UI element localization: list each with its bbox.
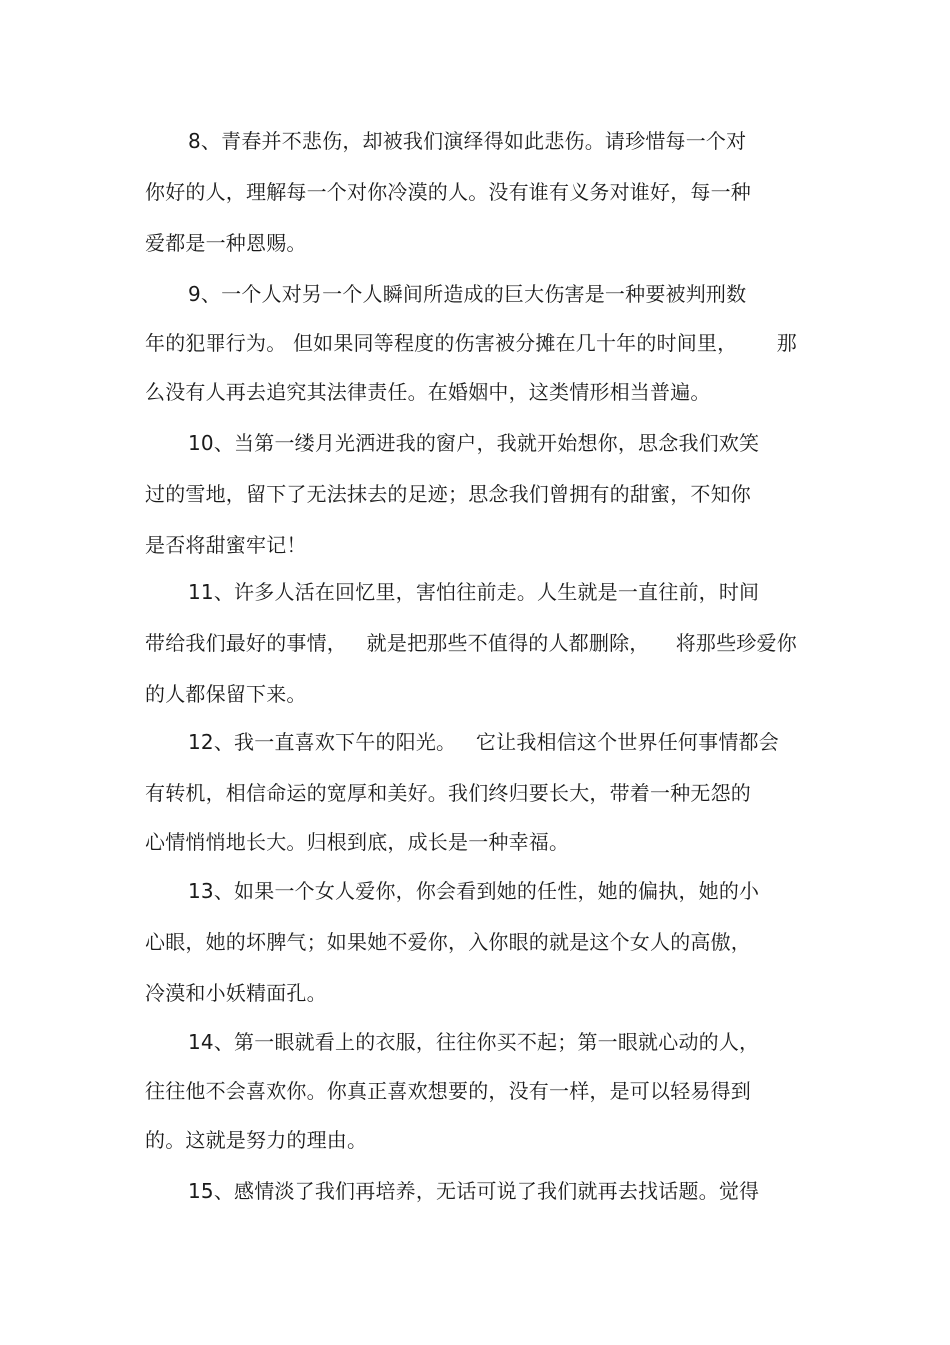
paragraph-11-line-3: 的人都保留下来。 — [145, 682, 307, 706]
paragraph-15-line-1: 15、感情淡了我们再培养，无话可说了我们就再去找话题。觉得 — [188, 1179, 760, 1203]
paragraph-10-line-2: 过的雪地，留下了无法抹去的足迹；思念我们曾拥有的甜蜜，不知你 — [145, 482, 751, 506]
paragraph-14-line-3: 的。这就是努力的理由。 — [145, 1128, 368, 1152]
paragraph-10-line-3: 是否将甜蜜牢记！ — [145, 533, 307, 557]
paragraph-9-line-2: 年的犯罪行为。 但如果同等程度的伤害被分摊在几十年的时间里， 那 — [145, 331, 797, 355]
paragraph-14-line-2: 往往他不会喜欢你。你真正喜欢想要的，没有一样，是可以轻易得到 — [145, 1079, 751, 1103]
paragraph-9-line-3: 么没有人再去追究其法律责任。在婚姻中，这类情形相当普遍。 — [145, 380, 711, 404]
paragraph-12-line-2: 有转机，相信命运的宽厚和美好。我们终归要长大，带着一种无怨的 — [145, 781, 751, 805]
paragraph-9-line-1: 9、一个人对另一个人瞬间所造成的巨大伤害是一种要被判刑数 — [188, 282, 747, 306]
paragraph-11-line-1: 11、许多人活在回忆里，害怕往前走。人生就是一直往前，时间 — [188, 580, 760, 604]
paragraph-10-line-1: 10、当第一缕月光洒进我的窗户，我就开始想你，思念我们欢笑 — [188, 431, 760, 455]
paragraph-12-line-3: 心情悄悄地长大。归根到底，成长是一种幸福。 — [145, 830, 570, 854]
paragraph-8-line-3: 爱都是一种恩赐。 — [145, 231, 307, 255]
paragraph-14-line-1: 14、第一眼就看上的衣服，往往你买不起；第一眼就心动的人， — [188, 1030, 760, 1054]
paragraph-8-line-1: 8、青春并不悲伤，却被我们演绎得如此悲伤。请珍惜每一个对 — [188, 129, 747, 153]
paragraph-13-line-3: 冷漠和小妖精面孔。 — [145, 981, 327, 1005]
paragraph-11-line-2: 带给我们最好的事情， 就是把那些不值得的人都删除， 将那些珍爱你 — [145, 631, 797, 655]
paragraph-8-line-2: 你好的人，理解每一个对你冷漠的人。没有谁有义务对谁好，每一种 — [145, 180, 751, 204]
paragraph-13-line-1: 13、如果一个女人爱你，你会看到她的任性，她的偏执，她的小 — [188, 879, 760, 903]
paragraph-12-line-1: 12、我一直喜欢下午的阳光。 它让我相信这个世界任何事情都会 — [188, 730, 779, 754]
paragraph-13-line-2: 心眼，她的坏脾气；如果她不爱你，入你眼的就是这个女人的高傲， — [145, 930, 751, 954]
